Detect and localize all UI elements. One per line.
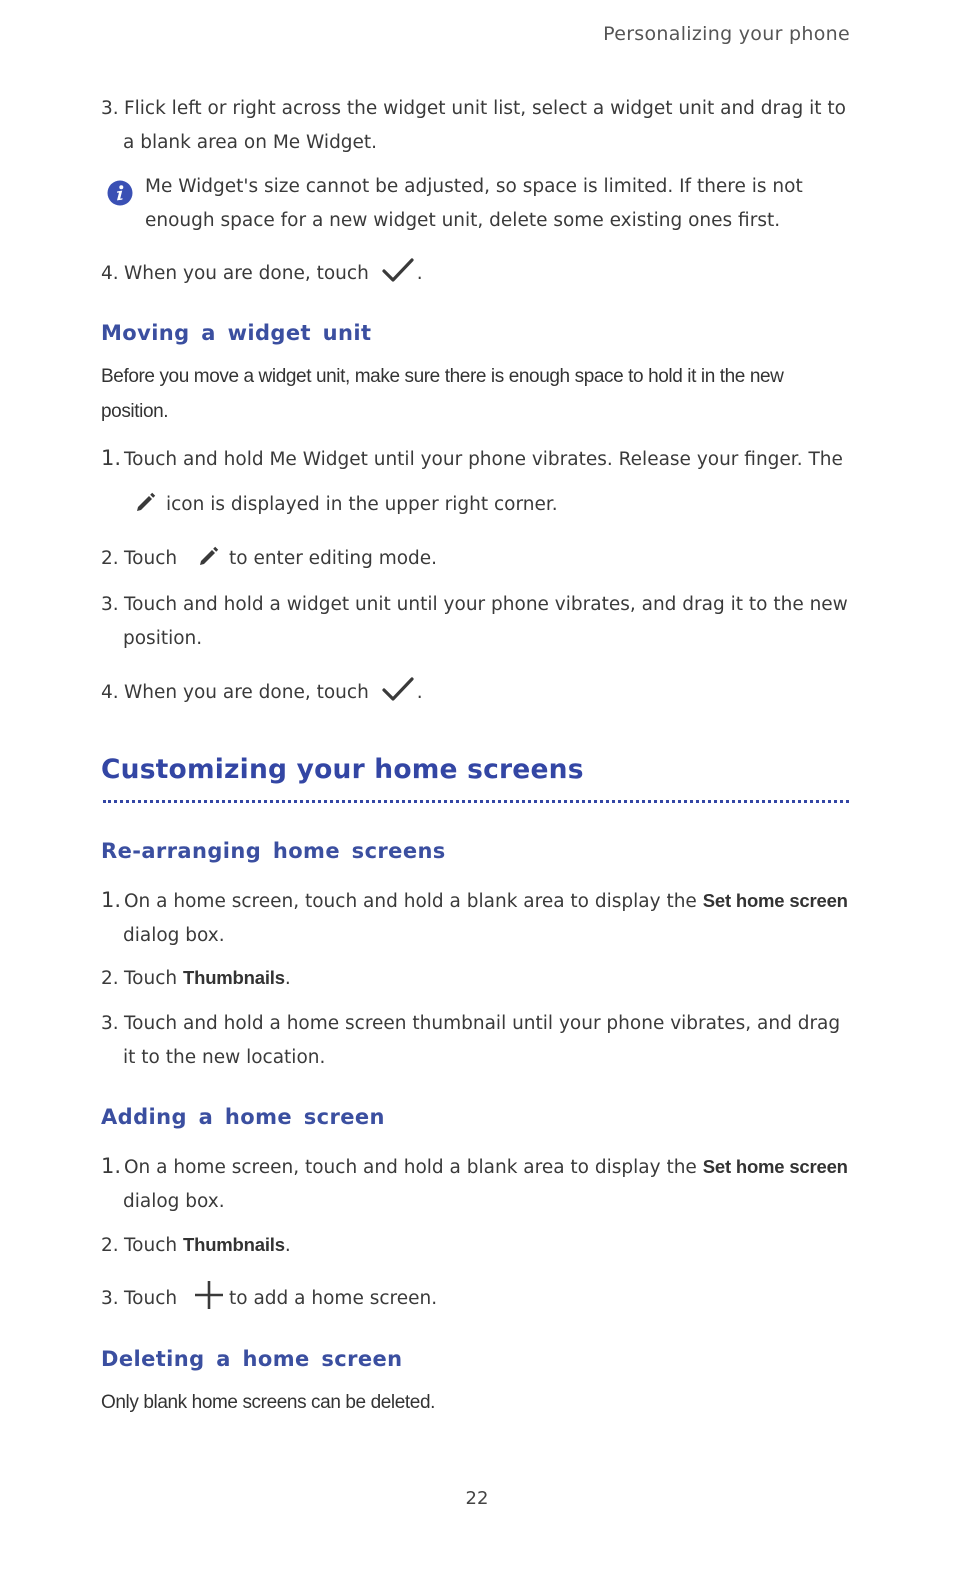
step-done-moving bbox=[101, 676, 851, 710]
step-text: Touch bbox=[124, 548, 178, 569]
step-number: 4. bbox=[101, 263, 119, 284]
info-note bbox=[107, 170, 847, 238]
step-text: When you are done, touch bbox=[124, 682, 369, 703]
step-number: 1. bbox=[101, 446, 122, 470]
heading-adding: Adding a home screen bbox=[101, 1105, 385, 1129]
info-icon bbox=[107, 180, 133, 206]
step-number: 4. bbox=[101, 682, 119, 703]
step-text-continued: position. bbox=[123, 628, 203, 649]
step-number: 3. bbox=[101, 1288, 119, 1309]
ui-term-thumbnails: Thumbnails bbox=[183, 967, 285, 988]
step-number: 3. bbox=[101, 1013, 119, 1034]
section-divider bbox=[103, 800, 849, 803]
step-number: 2. bbox=[101, 968, 119, 989]
step-number: 3. bbox=[101, 98, 119, 119]
step-touch-hold-widget bbox=[101, 441, 851, 477]
moving-intro bbox=[101, 359, 851, 429]
step-number: 2. bbox=[101, 1235, 119, 1256]
pencil-icon bbox=[134, 490, 158, 514]
heading-moving-widget: Moving a widget unit bbox=[101, 321, 372, 345]
note-line-1: Me Widget's size cannot be adjusted, so space is limited. If there is not bbox=[145, 176, 803, 197]
step-flick-widget bbox=[101, 92, 851, 160]
running-header: Personalizing your phone bbox=[603, 23, 850, 45]
step-touch-edit bbox=[101, 542, 851, 576]
ui-term-set-home-screen: Set home screen bbox=[702, 1156, 848, 1177]
step-text-continued: a blank area on Me Widget. bbox=[123, 132, 378, 153]
step-text-end: . bbox=[416, 263, 423, 284]
step-add-plus bbox=[101, 1282, 851, 1316]
step-text-end: to enter editing mode. bbox=[229, 548, 438, 569]
step-text: Touch bbox=[124, 968, 178, 989]
checkmark-icon bbox=[381, 256, 415, 286]
heading-customizing-home-screens: Customizing your home screens bbox=[101, 754, 584, 785]
step-text: Touch bbox=[124, 1235, 178, 1256]
step-text: Touch bbox=[124, 1288, 178, 1309]
heading-deleting: Deleting a home screen bbox=[101, 1347, 403, 1371]
step-text-continued: it to the new location. bbox=[123, 1047, 326, 1068]
pencil-icon bbox=[197, 544, 221, 568]
checkmark-icon bbox=[381, 675, 415, 705]
intro-line-2: position. bbox=[101, 401, 169, 422]
step-rearrange-open-dialog bbox=[101, 883, 851, 953]
note-line-2: enough space for a new widget unit, delete some existing ones first. bbox=[145, 210, 781, 231]
heading-rearranging: Re-arranging home screens bbox=[101, 839, 446, 863]
step-text: When you are done, touch bbox=[124, 263, 369, 284]
step-touch-hold-widget-cont bbox=[101, 488, 851, 522]
step-text: Touch and hold a widget unit until your phone vibrates, and drag it to the new bbox=[124, 594, 848, 615]
step-text: Touch and hold Me Widget until your phone vibrates. Release your finger. The bbox=[124, 449, 843, 470]
step-text-end: . bbox=[284, 968, 291, 989]
step-number: 1. bbox=[101, 888, 122, 912]
step-add-open-dialog bbox=[101, 1149, 851, 1219]
step-drag-widget bbox=[101, 588, 851, 656]
step-text-end: to add a home screen. bbox=[229, 1288, 438, 1309]
step-text-end: . bbox=[416, 682, 423, 703]
step-text-end: . bbox=[284, 1235, 291, 1256]
step-rearrange-thumbnails bbox=[101, 961, 851, 996]
step-text: On a home screen, touch and hold a blank area to display the bbox=[124, 1157, 697, 1178]
page-number: 22 bbox=[465, 1488, 489, 1509]
step-number: 2. bbox=[101, 548, 119, 569]
step-add-thumbnails bbox=[101, 1228, 851, 1263]
step-text: On a home screen, touch and hold a blank area to display the bbox=[124, 891, 697, 912]
step-number: 1. bbox=[101, 1154, 122, 1178]
step-text: Flick left or right across the widget unit list, select a widget unit and drag it to bbox=[124, 98, 846, 119]
step-done-top bbox=[101, 257, 851, 291]
step-rearrange-drag bbox=[101, 1007, 851, 1075]
ui-term-set-home-screen: Set home screen bbox=[702, 890, 848, 911]
step-text: Touch and hold a home screen thumbnail until your phone vibrates, and drag bbox=[124, 1013, 841, 1034]
intro-line-1: Before you move a widget unit, make sure there is enough space to hold it in the new bbox=[101, 366, 784, 387]
step-text-continued: dialog box. bbox=[123, 1191, 225, 1212]
ui-term-thumbnails: Thumbnails bbox=[183, 1234, 285, 1255]
step-number: 3. bbox=[101, 594, 119, 615]
deleting-intro: Only blank home screens can be deleted. bbox=[101, 1392, 435, 1413]
plus-icon bbox=[193, 1279, 225, 1311]
step-text-continued: icon is displayed in the upper right corner. bbox=[166, 494, 558, 515]
step-text-continued: dialog box. bbox=[123, 925, 225, 946]
